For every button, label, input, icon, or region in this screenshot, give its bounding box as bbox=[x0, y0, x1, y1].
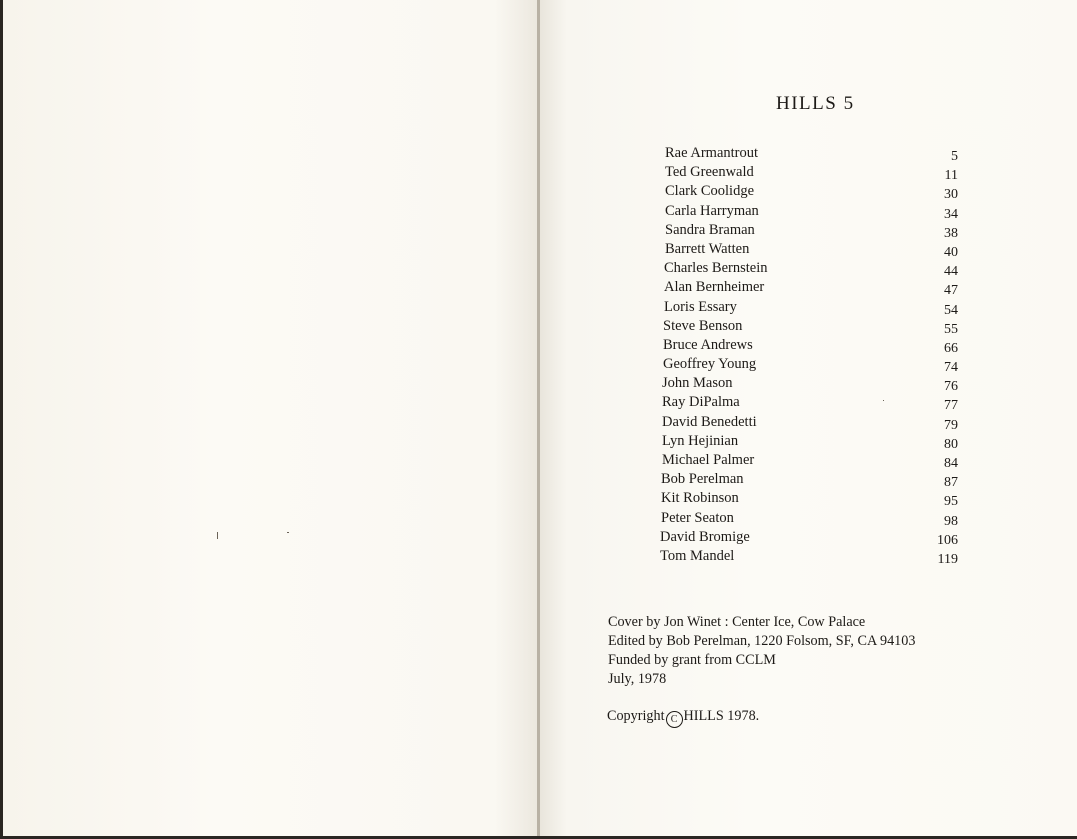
contributor-name: Bob Perelman bbox=[661, 471, 744, 488]
contributor-name: Barrett Watten bbox=[665, 240, 750, 257]
page-number: 95 bbox=[944, 494, 958, 510]
toc-entry bbox=[660, 489, 960, 508]
toc-entry bbox=[660, 240, 960, 259]
toc-entry bbox=[660, 451, 960, 470]
toc-entry bbox=[660, 298, 960, 317]
paper-speck bbox=[287, 532, 289, 533]
editor-credit: Edited by Bob Perelman, 1220 Folsom, SF, CA 94103 bbox=[608, 633, 916, 649]
contributor-name: David Benedetti bbox=[662, 413, 757, 430]
copyright-line bbox=[607, 708, 759, 728]
left-page bbox=[3, 0, 537, 836]
toc-entry bbox=[660, 202, 960, 221]
toc-entry bbox=[660, 144, 960, 163]
page-number: 87 bbox=[944, 475, 958, 491]
contributor-name: Loris Essary bbox=[664, 298, 737, 315]
page-number: 47 bbox=[944, 283, 958, 299]
page-number: 76 bbox=[944, 379, 958, 395]
contributor-name: Charles Bernstein bbox=[664, 260, 768, 277]
toc-entry bbox=[660, 355, 960, 374]
toc-entry bbox=[660, 278, 960, 297]
page-number: 84 bbox=[944, 456, 958, 471]
toc-entry bbox=[660, 221, 960, 240]
contributor-name: Ray DiPalma bbox=[662, 394, 740, 411]
page-number: 34 bbox=[944, 206, 958, 222]
toc-entry bbox=[660, 336, 960, 355]
toc-entry bbox=[660, 393, 960, 412]
contributor-name: Rae Armantrout bbox=[665, 145, 759, 161]
toc-entry bbox=[660, 547, 960, 566]
funding-credit: Funded by grant from CCLM bbox=[608, 652, 776, 668]
page-number: 11 bbox=[944, 168, 958, 184]
page-title: HILLS 5 bbox=[776, 93, 855, 114]
toc-entry bbox=[660, 528, 960, 547]
toc-entry bbox=[660, 470, 960, 489]
page-number: 66 bbox=[944, 340, 958, 356]
page-number: 55 bbox=[944, 321, 958, 337]
copyright-prefix: Copyright bbox=[607, 708, 665, 724]
table-of-contents bbox=[660, 144, 960, 566]
contributor-name: Geoffrey Young bbox=[663, 356, 757, 373]
contributor-name: Carla Harryman bbox=[665, 202, 759, 219]
contributor-name: John Mason bbox=[662, 375, 733, 392]
toc-entry bbox=[660, 509, 960, 528]
contributor-name: Bruce Andrews bbox=[663, 336, 753, 353]
contributor-name: Sandra Braman bbox=[665, 221, 755, 238]
toc-entry bbox=[660, 182, 960, 201]
page-number: 74 bbox=[944, 360, 958, 376]
page-number: 5 bbox=[951, 149, 958, 164]
contributor-name: Ted Greenwald bbox=[665, 164, 754, 181]
page-number: 98 bbox=[944, 513, 958, 529]
contributor-name: Michael Palmer bbox=[662, 452, 755, 468]
page-number: 106 bbox=[937, 532, 958, 548]
page-number: 40 bbox=[944, 244, 958, 260]
cover-credit: Cover by Jon Winet : Center Ice, Cow Palace bbox=[608, 614, 866, 630]
credits-block bbox=[608, 613, 915, 689]
copyright-suffix: HILLS 1978. bbox=[683, 708, 760, 724]
page-number: 54 bbox=[944, 302, 958, 318]
page-number: 80 bbox=[944, 436, 958, 452]
toc-entry bbox=[660, 259, 960, 278]
contributor-name: Alan Bernheimer bbox=[664, 279, 765, 296]
contributor-name: Peter Seaton bbox=[661, 509, 734, 526]
copyright-icon: C bbox=[666, 711, 683, 728]
contributor-name: David Bromige bbox=[660, 528, 750, 545]
toc-entry bbox=[660, 374, 960, 393]
contributor-name: Clark Coolidge bbox=[665, 183, 755, 200]
page-number: 79 bbox=[944, 417, 958, 433]
contributor-name: Tom Mandel bbox=[660, 547, 735, 564]
page-number: 30 bbox=[944, 187, 958, 203]
contributor-name: Lyn Hejinian bbox=[662, 432, 739, 449]
toc-entry bbox=[660, 413, 960, 432]
page-number: 38 bbox=[944, 225, 958, 241]
page-number: 119 bbox=[937, 551, 958, 567]
toc-entry bbox=[660, 163, 960, 182]
paper-speck bbox=[217, 532, 218, 539]
toc-entry bbox=[660, 317, 960, 336]
page-number: 77 bbox=[944, 398, 958, 414]
publication-date: July, 1978 bbox=[608, 671, 667, 687]
contributor-name: Steve Benson bbox=[663, 317, 743, 334]
page-number: 44 bbox=[944, 264, 958, 280]
toc-entry bbox=[660, 432, 960, 451]
contributor-name: Kit Robinson bbox=[661, 490, 739, 507]
